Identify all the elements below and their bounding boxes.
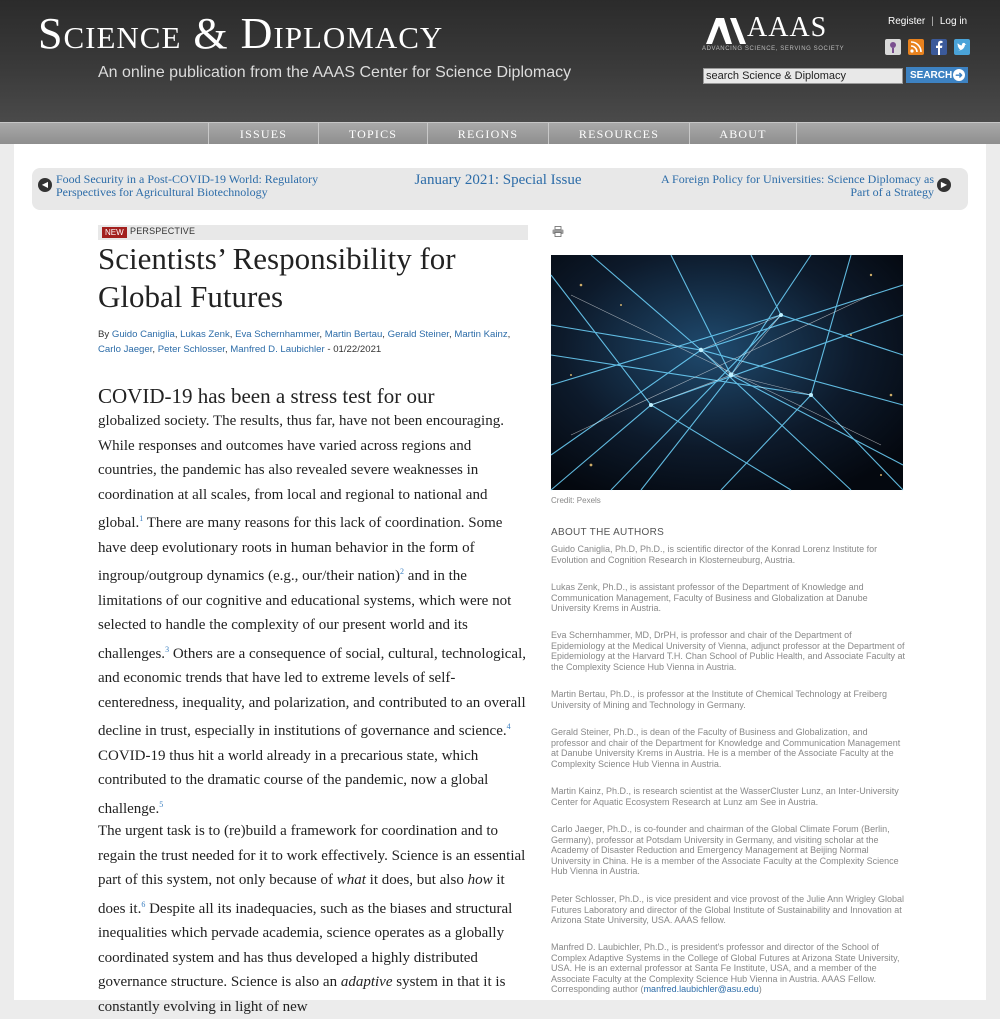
login-link[interactable]: Log in: [939, 16, 968, 27]
author-bio: Martin Kainz, Ph.D., is research scientist at the WasserCluster Lunz, an Inter-University Center for Aquatic Ecosystem Research at Lunz am See in Austria.: [551, 786, 899, 807]
user-links: [888, 16, 967, 27]
paragraph-text: The urgent task is to (re)build a framework for coordination and to regain the trust needed for it to work effectively. Science is an essential part of this system, not only because of: [98, 823, 526, 888]
author-bio: [551, 942, 906, 995]
print-icon[interactable]: [552, 226, 564, 237]
search-button-label: SEARCH: [910, 69, 953, 81]
author-link[interactable]: Manfred D. Laubichler: [230, 344, 325, 355]
issue-title[interactable]: January 2021: Special Issue: [414, 172, 582, 188]
article-title: Scientists’ Responsibility for Global Futures: [98, 241, 456, 314]
paragraph-text: Despite all its inadequacies, such as the biases and structural inequalities which pervade academia, science operates as a globally coordinated system and has thus developed a highly distributed governance structure. Science is also an: [98, 900, 513, 990]
author-bio-text: Manfred D. Laubichler, Ph.D., is president's professor and director of the School of Complex Adaptive Systems in the College of Global Futures at Arizona State University, USA. He is an external professor at Santa Fe Institute, USA, and a member of the Associate Faculty at the Complexity Science Hub Vienna in Austria. AAAS Fellow. Corresponding author (: [551, 942, 900, 995]
search-input[interactable]: [703, 68, 903, 84]
emphasis-text: how: [467, 872, 493, 888]
paragraph-1: [98, 409, 528, 821]
facebook-icon[interactable]: [931, 39, 947, 55]
twitter-icon[interactable]: [954, 39, 970, 55]
site-tagline: An online publication from the AAAS Center for Science Diplomacy: [98, 64, 572, 81]
footnote-ref[interactable]: 3: [165, 644, 170, 654]
next-arrow-icon[interactable]: ▶: [937, 178, 951, 192]
author-bio: Eva Schernhammer, MD, DrPH, is professor and chair of the Department of Epidemiology at the Medical University of Vienna, adjunct professor at the Department of Epidemiology at the Harvard T.H. Chan School of Public Health, and Associate Faculty at the Complexity Science Hub Vienna in Austria.: [551, 630, 906, 672]
nav-item-regions[interactable]: REGIONS: [427, 123, 548, 144]
image-credit: Credit: Pexels: [551, 496, 601, 505]
paragraph-text: system in that it is constantly evolving in light of new: [98, 974, 506, 1015]
social-icons: [885, 39, 970, 55]
nav-item-about[interactable]: ABOUT: [689, 123, 797, 144]
emphasis-text: what: [336, 872, 366, 888]
rss-icon[interactable]: [908, 39, 924, 55]
article-hero-image: [551, 255, 903, 490]
emphasis-text: adaptive: [340, 974, 393, 990]
article-type-label: PERSPECTIVE: [130, 226, 196, 236]
paragraph-2: [98, 819, 528, 1019]
author-link[interactable]: Guido Caniglia: [111, 329, 175, 340]
author-link[interactable]: Peter Schlosser: [157, 344, 225, 355]
footnote-ref[interactable]: 6: [141, 899, 146, 909]
author-link[interactable]: Lukas Zenk: [180, 329, 230, 340]
previous-arrow-icon[interactable]: ◀: [38, 178, 52, 192]
next-article-link[interactable]: A Foreign Policy for Universities: Science Diplomacy as Part of a Strategy: [661, 172, 934, 199]
paragraph-text: it does, but also: [365, 872, 468, 888]
main-nav: [0, 122, 1000, 144]
author-bio: Peter Schlosser, Ph.D., is vice president and vice provost of the Julie Ann Wrigley Global Futures Laboratory and director of the Global Institute of Sustainability and Innovation at Arizona State University, USA. AAAS fellow.: [551, 894, 905, 926]
about-authors-heading: ABOUT THE AUTHORS: [551, 527, 665, 538]
new-badge: NEW: [102, 227, 127, 238]
site-title[interactable]: [38, 8, 443, 59]
paragraph-text: it does it.: [98, 872, 505, 917]
article-date: 01/22/2021: [333, 344, 382, 355]
footnote-ref[interactable]: 4: [506, 722, 511, 731]
footnote-ref[interactable]: 1: [139, 514, 144, 523]
author-bio: Carlo Jaeger, Ph.D., is co-founder and chairman of the Global Climate Forum (Berlin, Germany), professor at Potsdam University in Germany, and visiting scholar at the Academy of Disaster Reduction and Emergency Management at Beijing Normal University in China. He is a member of the Associate Faculty at the Complexity Science Hub Vienna in Austria.: [551, 824, 899, 877]
site-header: [0, 0, 1000, 122]
site-title-text: Science & Diplomacy: [38, 9, 444, 58]
previous-article-link[interactable]: Food Security in a Post-COVID-19 World: Regulatory Perspectives for Agricultural Biotechnology: [56, 172, 319, 199]
footnote-ref[interactable]: 2: [400, 567, 405, 576]
aaas-subtitle: ADVANCING SCIENCE, SERVING SOCIETY: [702, 46, 845, 52]
author-link[interactable]: Martin Bertau: [324, 329, 383, 340]
nav-item-issues[interactable]: ISSUES: [208, 123, 318, 144]
author-email-link[interactable]: manfred.laubichler@asu.edu: [643, 984, 759, 995]
divider: |: [931, 16, 934, 27]
aaas-wordmark: AAAS: [747, 12, 828, 43]
nav-item-resources[interactable]: RESOURCES: [548, 123, 689, 144]
author-bio: Martin Bertau, Ph.D., is professor at the Institute of Chemical Technology at Freiberg University of Mining and Technology in Germany.: [551, 689, 887, 710]
author-link[interactable]: Carlo Jaeger: [98, 344, 153, 355]
lead-sentence: COVID-19 has been a stress test for our: [98, 384, 435, 408]
arrow-right-icon: ➜: [953, 69, 965, 81]
author-link[interactable]: Eva Schernhammer: [235, 329, 320, 340]
author-bio: Gerald Steiner, Ph.D., is dean of the Faculty of Business and Globalization, and professor and chair of the Department for Knowledge and Communication Management at Danube University Krems in Austria. He is a member of the Associate Faculty at the Complexity Science Hub Vienna in Austria.: [551, 727, 901, 769]
author-bio: Guido Caniglia, Ph.D, Ph.D., is scientific director of the Konrad Lorenz Institute for Evolution and Cognition Research in Klosterneuburg, Austria.: [551, 544, 878, 565]
author-link[interactable]: Gerald Steiner: [387, 329, 449, 340]
paragraph-text: and in the limitations of our cognitive and educational systems, which were not selected to handle the complexity of our present world and its challenges.: [98, 568, 512, 662]
author-link[interactable]: Martin Kainz: [454, 329, 508, 340]
register-link[interactable]: Register: [888, 16, 926, 27]
nav-item-topics[interactable]: TOPICS: [318, 123, 427, 144]
paragraph-text: There are many reasons for this lack of coordination. Some have deep evolutionary roots in human behavior in the form of ingroup/outgroup dynamics (e.g., our/their nation): [98, 515, 503, 584]
byline: By Guido Caniglia, Lukas Zenk, Eva Schernhammer, Martin Bertau, Gerald Steiner, Martin Kainz, Carlo Jaeger, Peter Schlosser, Manfred D. Laubichler - 01/22/2021: [98, 329, 511, 355]
podcast-icon[interactable]: [885, 39, 901, 55]
paragraph-text: Others are a consequence of social, cultural, technological, and economic trends that have led to extreme levels of self-centeredness, inequality, and polarization, and contributed to an overall decline in trust, especially in institutions of governance and science.: [98, 645, 526, 739]
footnote-ref[interactable]: 5: [159, 799, 164, 809]
author-bio: Lukas Zenk, Ph.D., is assistant professor of the Department of Knowledge and Communication Management, Faculty of Business and Globalization at Danube University Krems in Austria.: [551, 582, 868, 614]
author-bio-text: ): [758, 984, 762, 995]
byline-by: By: [98, 329, 110, 340]
paragraph-text: globalized society. The results, thus far, have not been encouraging. While responses and outcomes have varied across regions and countries, the pandemic has also revealed severe weaknesses in coordination at all scales, from local and regional to national and global.: [98, 413, 504, 531]
paragraph-text: COVID-19 thus hit a world already in a precarious state, which contributed to the dramatic course of the pandemic, now a global challenge.: [98, 747, 489, 817]
search-button[interactable]: [906, 67, 968, 83]
